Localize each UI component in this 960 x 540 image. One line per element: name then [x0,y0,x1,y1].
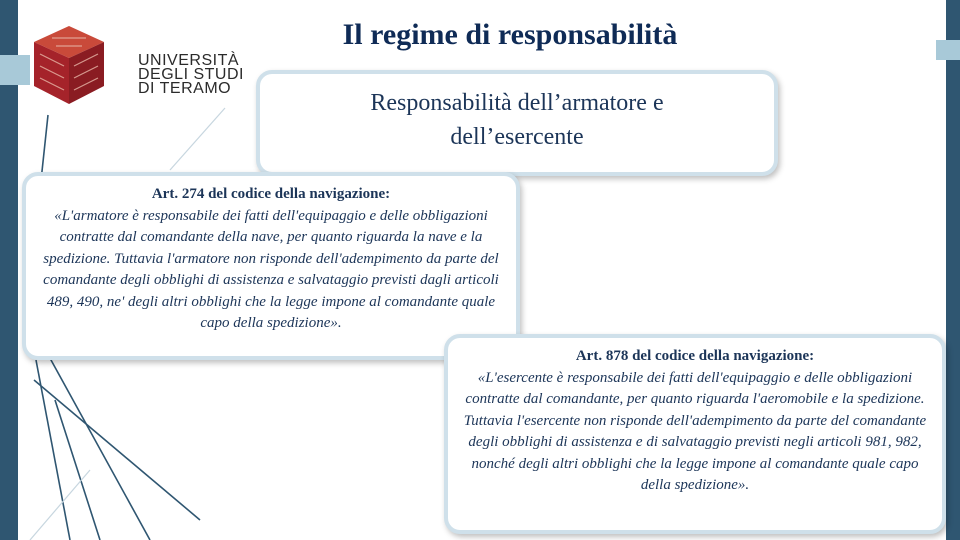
article-274-box [22,172,520,360]
university-logo [30,22,244,114]
article-878-text: «L'esercente è responsabile dei fatti dell'equipaggio e delle obbligazioni contratte dal comandante, per quanto riguarda l'aeromobile e la spedizione. Tuttavia l'esercente non risponde dell'adempimento da parte del comandante degli obblighi di assistenza e di salvataggio previsti negli articoli 981, 982, nonché degli altri obblighi che la legge impone al comandante quale capo della spedizione». [463,369,927,493]
logo-line-1: UNIVERSITÀ [138,52,240,69]
logo-cube-icon [30,22,108,108]
article-878-box [444,334,946,534]
article-878-heading: Art. 878 del codice della navigazione: [575,348,815,364]
logo-wordmark [138,54,244,96]
article-274-text: «L'armatore è responsabile dei fatti dell'equipaggio e delle obbligazioni contratte dal comandante della nave, per quanto riguarda la nave e la spedizione. Tuttavia l'armatore non risponde dell'adempimento da parte del comandante degli obblighi di assistenza e salvataggio previsti dagli articoli 489, 490, ne' degli altri obblighi che la legge impone al comandante quale capo della spedizione». [43,207,499,331]
logo-line-2: DEGLI STUDI [138,66,244,83]
subtitle-box [256,70,778,176]
logo-line-3: DI TERAMO [138,80,232,97]
article-274-heading: Art. 274 del codice della navigazione: [151,186,391,202]
subtitle-text: Responsabilità dell’armatore e dell’esercente [370,90,664,150]
page-title: Il regime di responsabilità [342,18,678,51]
